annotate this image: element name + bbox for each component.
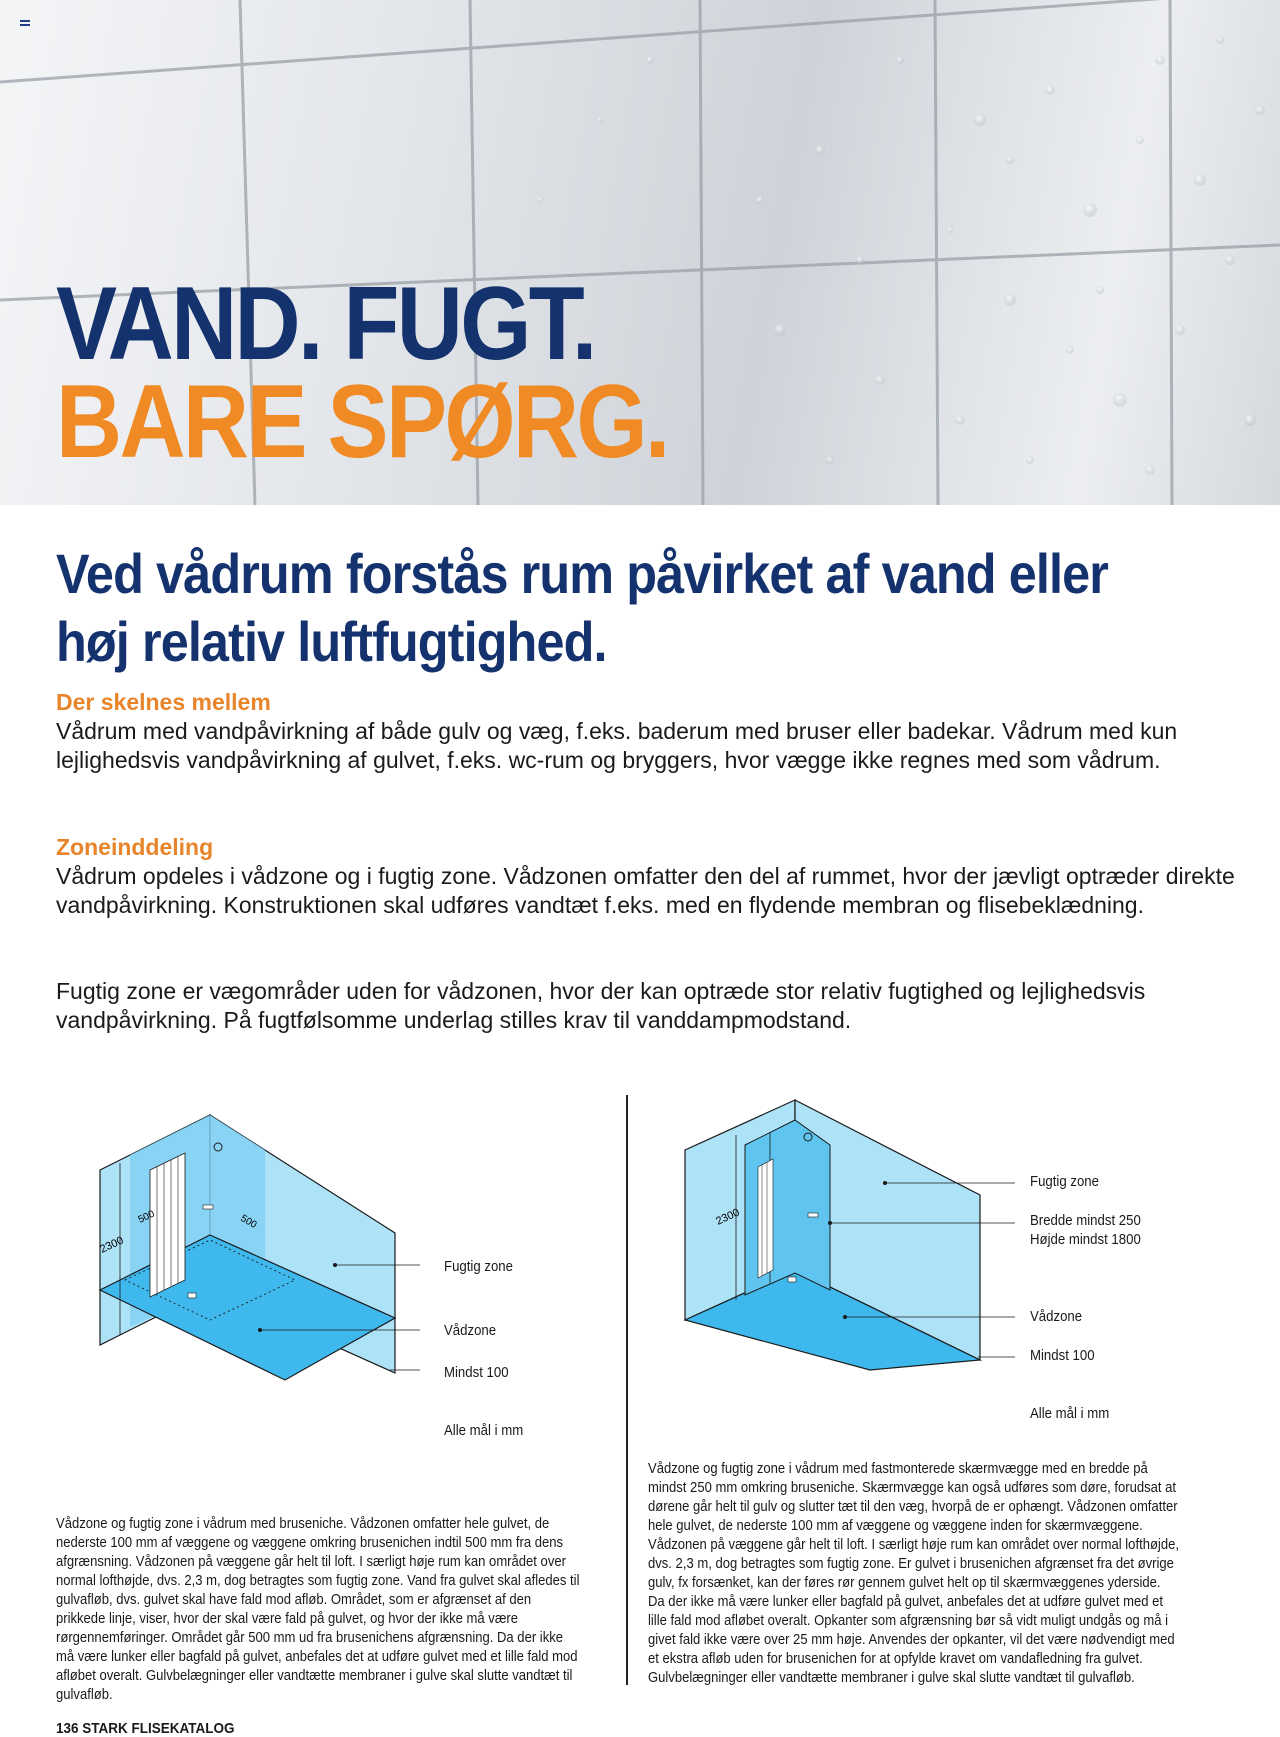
right-label-vadzone: Vådzone [1030,1308,1083,1325]
headline-line-2: BARE SPØRG. [56,364,668,480]
dim-height-label-right: 2300 [714,1206,742,1228]
dim-a-label: 500 [136,1208,157,1226]
headline-line-1: VAND. FUGT. [56,266,595,382]
right-caption: Vådzone og fugtig zone i vådrum med fastmonterede skærmvægge med en bredde på mindst 250 mm omkring bruseniche. Skærmvægge kan også udføres som døre, forudsat at dørene går helt til gulv og slutter tæt til den væg, hvorpå de er ophængt. Vådzonen omfatter hele gulvet, de nederste 100 mm af væggene og væggene inden for skærmvæggene. Vådzonen på væggene går helt til loft. I særligt høje rum kan området over normal lofthøjde, dvs. 2,3 m, dog betragtes som fugtig zone. Er gulvet i brusenichen afgrænset fra det øvrige gulv, fx forsænket, kan der føres rør gennem gulvet helt op til skærmvæggenes yderside. Da der ikke må være lunker eller bagfald på gulvet, anbefales det at udføre gulvet med et lille fald mod afløbet overalt. Opkanter som afgrænsning bør så vidt muligt undgås og må i givet fald ikke være over 25 mm høje. Anvendes der opkanter, vil det være nødvendigt med et ekstra afløb uden for brusenichen for at opfylde kravet om vandafledning fra gulvet. Gulvbelægninger eller vandtætte membraner i gulve skal slutte vandtæt til gulvafløb. [648,1461,1179,1686]
section-paragraph-skelnes: Vådrum med vandpåvirkning af både gulv og væg, f.eks. baderum med bruser eller badekar. Vådrum med kun lejlighedsvis vandpåvirkning af gulvet, f.eks. wc-rum og bryggers, hvor vægge ikke regnes med som vådrum. [56,718,1178,773]
right-label-mindst-100: Mindst 100 [1030,1347,1095,1364]
left-caption: Vådzone og fugtig zone i vådrum med bruseniche. Vådzonen omfatter hele gulvet, de nederste 100 mm af væggene og væggene omkring brusenichen indtil 500 mm fra dens afgrænsning. Vådzonen på væggene går helt til loft. I særligt høje rum kan området over normal lofthøjde, dvs. 2,3 m, dog betragtes som fugtig zone. Vand fra gulvet skal afledes til gulvafløb, dvs. gulvet skal have fald mod afløb. Området, som er afgrænset af den prikkede linje, viser, hvor der skal være fald på gulvet, og hvor der ikke må være rørgennemføringer. Området går 500 mm ud fra brusenichens afgrænsning. Da der ikke må være lunker eller bagfald på gulvet, anbefales det at udføre gulvet med et lille fald mod afløbet overalt. Gulvbelægninger eller vandtætte membraner i gulve skal slutte vandtæt til gulvafløb. [56,1516,580,1703]
diagram-right-bathroom [680,1095,1020,1375]
hero-banner [0,0,1280,505]
left-label-mindst-100: Mindst 100 [444,1364,509,1381]
dim-b-label: 500 [238,1213,259,1231]
section-paragraph-zone-1: Vådrum opdeles i vådzone og i fugtig zone. Vådzonen omfatter den del af rummet, hvor der jævligt optræder direkte vandpåvirkning. Konstruktionen skal udføres vandtæt f.eks. med en flydende membran og flisebeklædning. [56,863,1235,918]
intro-title: Ved vådrum forstås rum påvirket af vand eller høj relativ luftfugtighed. [56,542,1108,673]
right-label-units: Alle mål i mm [1030,1405,1110,1422]
column-divider [626,1095,628,1685]
left-label-units: Alle mål i mm [444,1422,524,1439]
section-heading-skelnes: Der skelnes mellem [56,689,271,715]
right-label-bredde: Bredde mindst 250 [1030,1212,1141,1229]
left-label-vadzone: Vådzone [444,1322,497,1339]
diagram-left-bathroom [90,1105,420,1385]
right-label-fugtig-zone: Fugtig zone [1030,1173,1099,1190]
menu-icon[interactable] [20,20,30,28]
right-label-hojde: Højde mindst 1800 [1030,1231,1141,1248]
section-paragraph-zone-2: Fugtig zone er vægområder uden for vådzonen, hvor der kan optræde stor relativ fugtighed og lejlighedsvis vandpåvirkning. På fugtfølsomme underlag stilles krav til vanddampmodstand. [56,978,1146,1033]
section-heading-zoneinddeling: Zoneinddeling [56,834,214,860]
dim-height-label: 2300 [98,1234,126,1256]
left-label-fugtig-zone: Fugtig zone [444,1258,513,1275]
page-footer: 136 STARK FLISEKATALOG [56,1720,235,1737]
